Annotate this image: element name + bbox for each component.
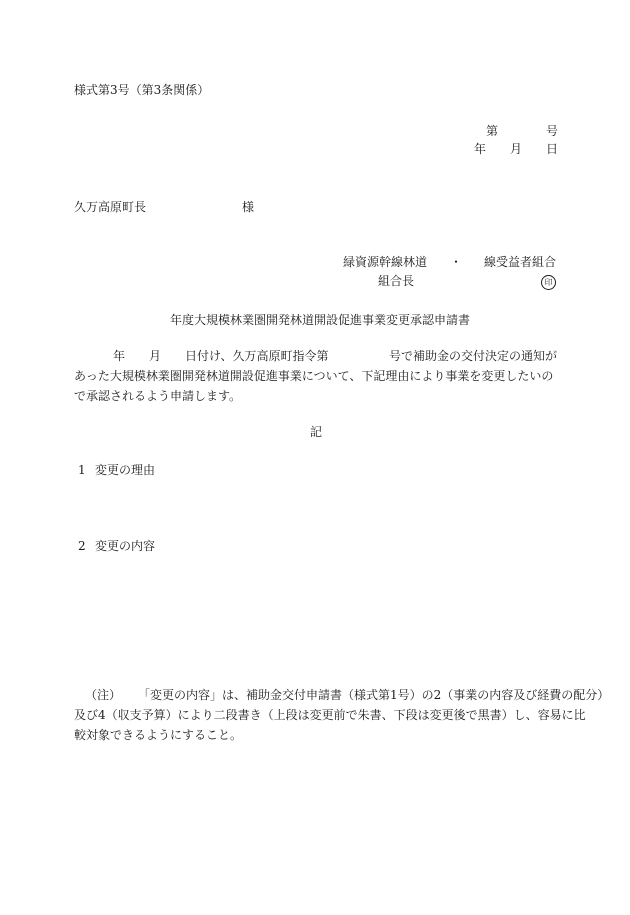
date-day: 日 — [546, 142, 559, 156]
addressee-name: 久万高原町長 — [74, 200, 147, 214]
body-line-3: で承認されるよう申請します。 — [74, 389, 242, 403]
document-title: 年度大規模林業圏開発林道開設促進事業変更承認申請書 — [170, 313, 471, 327]
body-line-2: あった大規模林業圏開発林道開設促進事業について、下記理由により事業を変更したいの — [74, 369, 554, 383]
body-seg-month: 月 — [149, 349, 162, 363]
item-2-number: 2 — [78, 539, 86, 553]
body-seg-directive: 日付け、久万高原町指令第 — [185, 349, 329, 363]
note-line-3: 較対象できるようにすること。 — [74, 728, 243, 742]
note-line-2: 及び4（収支予算）により二段書き（上段は変更前で朱書、下段は変更後で黒書）し、容易に比 — [74, 708, 586, 722]
doc-number-go: 号 — [546, 124, 559, 138]
applicant-road-name: 緑資源幹線林道 — [343, 255, 428, 269]
applicant-dot: ・ — [450, 255, 463, 269]
seal-mark — [541, 273, 556, 290]
note-label: （注） — [85, 688, 122, 702]
date-year: 年 — [474, 142, 487, 156]
seal-icon: 印 — [541, 275, 556, 290]
doc-number-dai: 第 — [486, 124, 499, 138]
applicant-association: 線受益者組合 — [484, 255, 557, 269]
applicant-title: 組合長 — [378, 274, 415, 288]
ki-heading: 記 — [310, 425, 323, 439]
body-seg-year: 年 — [113, 349, 126, 363]
note-line-1: 「変更の内容」は、補助金交付申請書（様式第1号）の2（事業の内容及び経費の配分） — [138, 688, 610, 702]
body-seg-notice: 号で補助金の交付決定の通知が — [389, 349, 558, 363]
addressee-honorific: 様 — [242, 200, 255, 214]
item-1-number: 1 — [78, 463, 86, 477]
item-1-label: 変更の理由 — [95, 463, 156, 477]
date-month: 月 — [510, 142, 523, 156]
form-number: 様式第3号（第3条関係） — [74, 83, 210, 97]
item-2-label: 変更の内容 — [95, 539, 156, 553]
